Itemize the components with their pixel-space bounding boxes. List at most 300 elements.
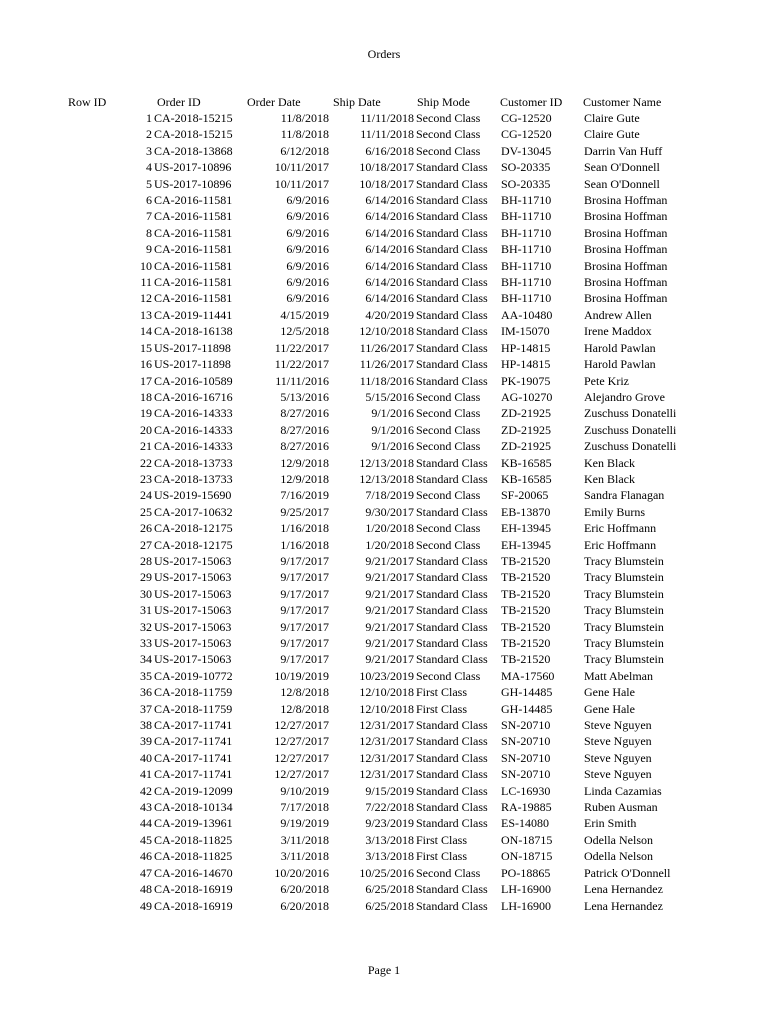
cell-row-id: 4 — [146, 160, 152, 175]
cell-ship-date: 6/14/2016 — [365, 291, 414, 306]
cell-customer-name: Tracy Blumstein — [584, 636, 664, 650]
cell-row-id: 5 — [146, 176, 152, 191]
cell-customer-name: Pete Kriz — [584, 373, 629, 388]
cell-ship-date: 6/14/2016 — [365, 275, 414, 290]
cell-customer-id: SO-20335 — [501, 176, 551, 191]
cell-customer-id: ON-18715 — [501, 849, 553, 864]
cell-order-date: 9/19/2019 — [280, 816, 329, 831]
page-title: Orders — [367, 47, 401, 61]
cell-row-id: 3 — [146, 143, 152, 158]
cell-customer-name: Tracy Blumstein — [584, 619, 664, 634]
table-row — [60, 733, 676, 749]
cell-ship-date: 12/31/2017 — [359, 734, 414, 749]
cell-order-date: 9/10/2019 — [280, 783, 329, 798]
cell-order-id: US-2017-11898 — [154, 357, 231, 372]
cell-order-id: CA-2019-10772 — [154, 668, 233, 683]
cell-order-date: 3/11/2018 — [280, 849, 329, 864]
cell-ship-date: 6/14/2016 — [365, 193, 414, 208]
table-header-row — [60, 94, 676, 110]
cell-customer-id: CG-12520 — [501, 111, 552, 125]
cell-order-date: 6/9/2016 — [286, 225, 329, 240]
cell-row-id: 38 — [140, 718, 152, 733]
table-row — [60, 176, 676, 192]
cell-order-date: 11/8/2018 — [280, 127, 329, 142]
cell-order-id: CA-2016-11581 — [154, 291, 233, 306]
cell-order-id: US-2017-10896 — [154, 160, 232, 175]
cell-ship-mode: Standard Class — [416, 307, 488, 322]
cell-customer-id: IM-15070 — [501, 324, 550, 339]
table-row — [60, 799, 676, 815]
cell-ship-mode: Standard Class — [416, 340, 488, 355]
cell-row-id: 40 — [140, 750, 152, 765]
cell-row-id: 36 — [140, 685, 152, 700]
cell-row-id: 24 — [140, 488, 152, 503]
cell-customer-id: BH-11710 — [501, 258, 552, 273]
cell-customer-id: SN-20710 — [501, 750, 551, 765]
cell-row-id: 31 — [140, 603, 152, 618]
cell-row-id: 26 — [140, 521, 152, 536]
cell-ship-date: 9/21/2017 — [365, 619, 414, 634]
cell-ship-date: 7/22/2018 — [365, 800, 414, 815]
cell-row-id: 14 — [140, 324, 152, 339]
cell-customer-id: TB-21520 — [501, 619, 551, 634]
cell-row-id: 9 — [146, 242, 152, 257]
table-row — [60, 389, 676, 405]
table-row — [60, 356, 676, 372]
cell-order-id: CA-2018-12175 — [154, 521, 233, 536]
cell-order-date: 10/20/2016 — [274, 865, 329, 880]
cell-order-date: 8/27/2016 — [280, 422, 329, 437]
cell-order-date: 12/9/2018 — [280, 471, 329, 486]
table-row — [60, 668, 676, 684]
cell-row-id: 8 — [146, 225, 152, 240]
cell-row-id: 39 — [140, 734, 152, 749]
cell-customer-id: KB-16585 — [501, 455, 552, 470]
cell-row-id: 15 — [140, 340, 152, 355]
cell-ship-mode: Second Class — [416, 537, 481, 552]
cell-customer-id: KB-16585 — [501, 471, 552, 486]
cell-order-id: CA-2016-14333 — [154, 422, 233, 437]
cell-order-id: CA-2018-13733 — [154, 471, 233, 486]
cell-customer-name: Harold Pawlan — [584, 357, 656, 372]
cell-ship-date: 6/14/2016 — [365, 258, 414, 273]
cell-order-id: CA-2019-11441 — [154, 307, 233, 322]
cell-order-id: US-2017-15063 — [154, 619, 232, 634]
cell-order-id: CA-2016-16716 — [154, 389, 233, 404]
cell-ship-date: 10/23/2019 — [359, 668, 414, 683]
column-header-ship-date: Ship Date — [333, 95, 381, 109]
cell-customer-name: Brosina Hoffman — [584, 225, 668, 240]
cell-row-id: 2 — [146, 127, 152, 142]
cell-customer-id: SO-20335 — [501, 160, 551, 175]
table-row — [60, 504, 676, 520]
cell-customer-name: Ken Black — [584, 455, 635, 470]
cell-ship-date: 9/1/2016 — [371, 439, 414, 454]
cell-ship-mode: Standard Class — [416, 373, 488, 388]
cell-order-date: 8/27/2016 — [280, 439, 329, 454]
cell-ship-mode: Standard Class — [416, 193, 488, 208]
cell-ship-date: 12/13/2018 — [359, 455, 414, 470]
cell-order-id: CA-2016-14670 — [154, 865, 233, 880]
table-row — [60, 602, 676, 618]
cell-customer-name: Brosina Hoffman — [584, 209, 668, 224]
cell-order-id: CA-2016-14333 — [154, 406, 233, 421]
cell-ship-date: 3/13/2018 — [365, 832, 414, 847]
cell-ship-date: 11/11/2018 — [360, 111, 414, 125]
column-header-customer-id: Customer ID — [500, 95, 563, 109]
cell-customer-name: Harold Pawlan — [584, 340, 656, 355]
cell-order-date: 9/17/2017 — [280, 619, 329, 634]
cell-row-id: 16 — [140, 357, 152, 372]
cell-row-id: 44 — [140, 816, 152, 831]
cell-customer-name: Matt Abelman — [584, 668, 653, 683]
cell-customer-name: Emily Burns — [584, 504, 646, 519]
cell-order-date: 12/27/2017 — [274, 750, 329, 765]
cell-order-date: 12/8/2018 — [280, 701, 329, 716]
table-row — [60, 586, 676, 602]
cell-ship-mode: Second Class — [416, 143, 481, 158]
table-row — [60, 471, 676, 487]
cell-customer-id: AA-10480 — [501, 307, 553, 322]
cell-customer-name: Patrick O'Donnell — [584, 865, 671, 880]
table-row — [60, 783, 676, 799]
cell-row-id: 19 — [140, 406, 152, 421]
cell-order-date: 12/9/2018 — [280, 455, 329, 470]
cell-order-date: 3/11/2018 — [280, 832, 329, 847]
table-row — [60, 832, 676, 848]
cell-ship-mode: Standard Class — [416, 603, 488, 618]
cell-customer-name: Zuschuss Donatelli — [584, 422, 677, 437]
table-row — [60, 684, 676, 700]
cell-order-id: CA-2018-11759 — [154, 701, 233, 716]
cell-customer-id: TB-21520 — [501, 570, 551, 585]
cell-customer-name: Steve Nguyen — [584, 750, 652, 765]
cell-ship-date: 11/26/2017 — [359, 340, 414, 355]
cell-customer-id: AG-10270 — [501, 389, 553, 404]
cell-row-id: 48 — [140, 882, 152, 897]
cell-customer-name: Andrew Allen — [584, 307, 652, 322]
cell-ship-mode: Standard Class — [416, 225, 488, 240]
cell-order-id: CA-2019-12099 — [154, 783, 233, 798]
orders-table-body — [60, 110, 676, 914]
cell-customer-name: Tracy Blumstein — [584, 570, 664, 585]
table-row — [60, 537, 676, 553]
table-row — [60, 865, 676, 881]
cell-order-date: 9/17/2017 — [280, 603, 329, 618]
cell-row-id: 42 — [140, 783, 152, 798]
cell-customer-name: Claire Gute — [584, 127, 640, 142]
cell-order-date: 12/27/2017 — [274, 734, 329, 749]
cell-customer-id: MA-17560 — [501, 668, 555, 683]
cell-row-id: 45 — [140, 832, 152, 847]
cell-ship-mode: Standard Class — [416, 242, 488, 257]
cell-ship-mode: Standard Class — [416, 783, 488, 798]
cell-order-date: 9/17/2017 — [280, 570, 329, 585]
cell-ship-date: 12/31/2017 — [359, 750, 414, 765]
cell-ship-date: 6/25/2018 — [365, 882, 414, 897]
cell-customer-id: DV-13045 — [501, 143, 552, 158]
cell-order-id: CA-2018-16919 — [154, 882, 233, 897]
cell-order-id: CA-2018-11759 — [154, 685, 233, 700]
cell-customer-name: Ruben Ausman — [584, 800, 658, 815]
cell-order-id: CA-2018-10134 — [154, 800, 233, 815]
cell-row-id: 49 — [140, 898, 152, 913]
table-row — [60, 651, 676, 667]
table-row — [60, 340, 676, 356]
cell-ship-mode: Standard Class — [416, 209, 488, 224]
table-row — [60, 422, 676, 438]
cell-row-id: 1 — [146, 111, 152, 125]
table-row — [60, 126, 676, 142]
cell-customer-id: TB-21520 — [501, 603, 551, 618]
cell-ship-mode: Standard Class — [416, 816, 488, 831]
cell-row-id: 20 — [140, 422, 152, 437]
cell-ship-date: 6/14/2016 — [365, 209, 414, 224]
cell-customer-name: Steve Nguyen — [584, 734, 652, 749]
cell-order-id: CA-2018-11825 — [154, 849, 233, 864]
cell-customer-name: Brosina Hoffman — [584, 193, 668, 208]
table-row — [60, 143, 676, 159]
cell-customer-name: Tracy Blumstein — [584, 586, 664, 601]
cell-ship-date: 7/18/2019 — [365, 488, 414, 503]
table-row — [60, 323, 676, 339]
cell-customer-id: BH-11710 — [501, 242, 552, 257]
cell-customer-id: CG-12520 — [501, 127, 552, 142]
table-row — [60, 701, 676, 717]
cell-ship-date: 6/16/2018 — [365, 143, 414, 158]
cell-customer-name: Zuschuss Donatelli — [584, 439, 677, 454]
cell-order-id: US-2017-15063 — [154, 652, 232, 667]
cell-ship-mode: Standard Class — [416, 160, 488, 175]
cell-ship-date: 6/14/2016 — [365, 242, 414, 257]
cell-customer-name: Odella Nelson — [584, 832, 653, 847]
cell-ship-date: 3/13/2018 — [365, 849, 414, 864]
cell-ship-date: 10/25/2016 — [359, 865, 414, 880]
cell-customer-name: Ken Black — [584, 471, 635, 486]
cell-ship-date: 11/26/2017 — [359, 357, 414, 372]
cell-order-date: 9/25/2017 — [280, 504, 329, 519]
column-header-order-date: Order Date — [247, 95, 301, 109]
cell-row-id: 21 — [140, 439, 152, 454]
cell-ship-mode: Standard Class — [416, 570, 488, 585]
cell-customer-id: PO-18865 — [501, 865, 551, 880]
cell-ship-mode: Standard Class — [416, 275, 488, 290]
cell-customer-name: Eric Hoffmann — [584, 537, 657, 552]
cell-order-id: CA-2017-11741 — [154, 750, 233, 765]
cell-row-id: 34 — [140, 652, 152, 667]
cell-ship-date: 9/21/2017 — [365, 586, 414, 601]
cell-customer-name: Brosina Hoffman — [584, 275, 668, 290]
cell-customer-name: Eric Hoffmann — [584, 521, 657, 536]
cell-order-date: 9/17/2017 — [280, 636, 329, 650]
cell-ship-mode: Standard Class — [416, 553, 488, 568]
cell-order-date: 12/5/2018 — [280, 324, 329, 339]
cell-ship-date: 9/21/2017 — [365, 603, 414, 618]
cell-customer-name: Steve Nguyen — [584, 767, 652, 782]
column-header-row-id: Row ID — [68, 95, 107, 109]
cell-row-id: 10 — [140, 258, 152, 273]
cell-ship-mode: Standard Class — [416, 652, 488, 667]
cell-order-date: 10/11/2017 — [274, 176, 329, 191]
cell-ship-mode: Standard Class — [416, 586, 488, 601]
cell-customer-id: HP-14815 — [501, 357, 551, 372]
cell-row-id: 22 — [140, 455, 152, 470]
cell-ship-mode: First Class — [416, 701, 468, 716]
column-header-ship-mode: Ship Mode — [417, 95, 471, 109]
cell-order-id: CA-2017-11741 — [154, 718, 233, 733]
table-row — [60, 110, 676, 126]
cell-ship-mode: Standard Class — [416, 767, 488, 782]
cell-order-date: 1/16/2018 — [280, 537, 329, 552]
cell-customer-id: SN-20710 — [501, 734, 551, 749]
cell-customer-name: Sandra Flanagan — [584, 488, 665, 503]
table-row — [60, 520, 676, 536]
cell-order-id: CA-2016-11581 — [154, 225, 233, 240]
table-row — [60, 848, 676, 864]
cell-ship-mode: Second Class — [416, 865, 481, 880]
cell-ship-date: 11/11/2018 — [360, 127, 414, 142]
table-row — [60, 569, 676, 585]
cell-ship-date: 9/21/2017 — [365, 636, 414, 650]
cell-order-date: 7/16/2019 — [280, 488, 329, 503]
cell-order-id: CA-2018-11825 — [154, 832, 233, 847]
cell-customer-name: Irene Maddox — [584, 324, 652, 339]
cell-customer-name: Odella Nelson — [584, 849, 653, 864]
cell-customer-id: BH-11710 — [501, 225, 552, 240]
table-row — [60, 208, 676, 224]
cell-order-id: US-2017-11898 — [154, 340, 231, 355]
cell-order-id: CA-2019-13961 — [154, 816, 233, 831]
cell-order-id: US-2017-15063 — [154, 603, 232, 618]
cell-customer-id: RA-19885 — [501, 800, 552, 815]
cell-customer-id: PK-19075 — [501, 373, 551, 388]
cell-order-id: US-2019-15690 — [154, 488, 232, 503]
cell-order-date: 6/12/2018 — [280, 143, 329, 158]
cell-customer-name: Gene Hale — [584, 701, 635, 716]
cell-customer-id: SN-20710 — [501, 718, 551, 733]
cell-ship-date: 9/15/2019 — [365, 783, 414, 798]
cell-order-date: 1/16/2018 — [280, 521, 329, 536]
cell-customer-id: GH-14485 — [501, 685, 553, 700]
cell-row-id: 11 — [140, 275, 152, 290]
cell-ship-date: 12/10/2018 — [359, 324, 414, 339]
cell-customer-id: GH-14485 — [501, 701, 553, 716]
cell-row-id: 43 — [140, 800, 152, 815]
table-row — [60, 766, 676, 782]
cell-ship-date: 6/25/2018 — [365, 898, 414, 913]
cell-order-id: CA-2017-10632 — [154, 504, 233, 519]
cell-order-date: 10/11/2017 — [274, 160, 329, 175]
cell-order-id: US-2017-15063 — [154, 570, 232, 585]
cell-order-id: CA-2018-13733 — [154, 455, 233, 470]
table-row — [60, 750, 676, 766]
cell-customer-id: ZD-21925 — [501, 422, 551, 437]
table-row — [60, 553, 676, 569]
cell-order-date: 5/13/2016 — [280, 389, 329, 404]
cell-order-date: 6/9/2016 — [286, 275, 329, 290]
cell-customer-id: EH-13945 — [501, 521, 551, 536]
cell-ship-date: 9/21/2017 — [365, 553, 414, 568]
cell-ship-mode: Standard Class — [416, 718, 488, 733]
cell-ship-date: 12/31/2017 — [359, 767, 414, 782]
table-row — [60, 405, 676, 421]
cell-order-id: CA-2018-16138 — [154, 324, 233, 339]
cell-row-id: 12 — [140, 291, 152, 306]
cell-order-date: 12/8/2018 — [280, 685, 329, 700]
cell-ship-mode: First Class — [416, 849, 468, 864]
cell-customer-name: Lena Hernandez — [584, 898, 663, 913]
cell-ship-date: 11/18/2016 — [359, 373, 414, 388]
cell-customer-id: LH-16900 — [501, 882, 551, 897]
cell-ship-mode: Standard Class — [416, 636, 488, 650]
cell-row-id: 30 — [140, 586, 152, 601]
cell-order-date: 6/9/2016 — [286, 291, 329, 306]
cell-row-id: 18 — [140, 389, 152, 404]
cell-ship-date: 9/21/2017 — [365, 570, 414, 585]
cell-ship-mode: Second Class — [416, 439, 481, 454]
cell-order-id: CA-2017-11741 — [154, 767, 233, 782]
cell-order-id: CA-2017-11741 — [154, 734, 233, 749]
cell-order-id: CA-2018-12175 — [154, 537, 233, 552]
cell-order-date: 9/17/2017 — [280, 652, 329, 667]
cell-customer-name: Erin Smith — [584, 816, 637, 831]
cell-order-date: 6/20/2018 — [280, 898, 329, 913]
cell-order-date: 11/22/2017 — [274, 340, 329, 355]
cell-ship-mode: Second Class — [416, 668, 481, 683]
cell-order-id: US-2017-10896 — [154, 176, 232, 191]
page-number: Page 1 — [367, 963, 401, 977]
cell-row-id: 6 — [146, 193, 152, 208]
cell-customer-id: TB-21520 — [501, 636, 551, 650]
cell-ship-mode: Second Class — [416, 406, 481, 421]
table-row — [60, 225, 676, 241]
cell-customer-name: Brosina Hoffman — [584, 258, 668, 273]
cell-order-date: 12/27/2017 — [274, 718, 329, 733]
table-row — [60, 373, 676, 389]
cell-customer-name: Gene Hale — [584, 685, 635, 700]
cell-ship-mode: Standard Class — [416, 176, 488, 191]
cell-ship-mode: Standard Class — [416, 800, 488, 815]
table-row — [60, 258, 676, 274]
cell-customer-id: HP-14815 — [501, 340, 551, 355]
cell-row-id: 46 — [140, 849, 152, 864]
cell-ship-mode: Standard Class — [416, 291, 488, 306]
cell-ship-mode: Standard Class — [416, 455, 488, 470]
cell-row-id: 25 — [140, 504, 152, 519]
column-header-order-id: Order ID — [157, 95, 201, 109]
cell-ship-mode: First Class — [416, 685, 468, 700]
cell-customer-id: BH-11710 — [501, 291, 552, 306]
cell-ship-date: 9/30/2017 — [365, 504, 414, 519]
cell-customer-name: Brosina Hoffman — [584, 291, 668, 306]
cell-customer-id: SN-20710 — [501, 767, 551, 782]
cell-customer-name: Steve Nguyen — [584, 718, 652, 733]
cell-ship-mode: Standard Class — [416, 750, 488, 765]
cell-customer-id: EB-13870 — [501, 504, 551, 519]
table-row — [60, 635, 676, 651]
cell-ship-date: 6/14/2016 — [365, 225, 414, 240]
table-row — [60, 307, 676, 323]
cell-ship-date: 12/10/2018 — [359, 701, 414, 716]
cell-ship-date: 9/1/2016 — [371, 422, 414, 437]
cell-order-date: 10/19/2019 — [274, 668, 329, 683]
cell-order-id: CA-2016-11581 — [154, 242, 233, 257]
cell-ship-date: 1/20/2018 — [365, 537, 414, 552]
table-row — [60, 241, 676, 257]
cell-ship-mode: Second Class — [416, 111, 481, 125]
cell-order-id: CA-2018-16919 — [154, 898, 233, 913]
cell-order-date: 7/17/2018 — [280, 800, 329, 815]
